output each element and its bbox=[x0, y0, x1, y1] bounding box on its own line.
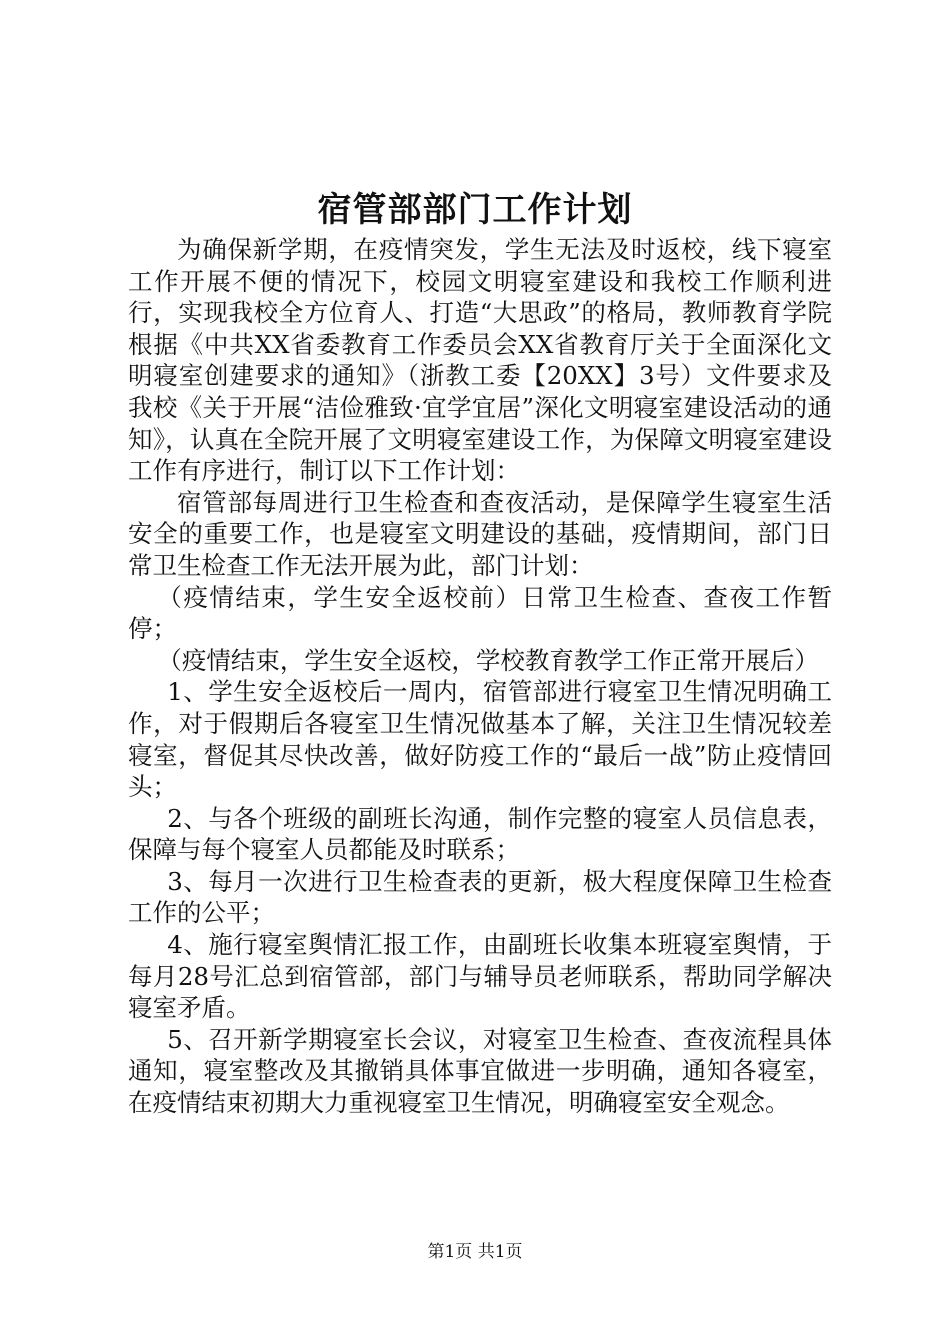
document-title: 宿管部部门工作计划 bbox=[317, 190, 633, 230]
paragraph-after-return: （疫情结束，学生安全返校，学校教育教学工作正常开展后） bbox=[157, 645, 819, 675]
page-footer: 第1页 共1页 bbox=[427, 1242, 523, 1262]
list-item-5: 5、召开新学期寝室长会议，对寝室卫生检查、查夜流程具体通知，寝室整改及其撤销具体事宜做进一步明确，通知各寝室，在疫情结束初期大力重视寝室卫生情况，明确寝室安全观念。 bbox=[128, 1024, 832, 1118]
list-item-2: 2、与各个班级的副班长沟通，制作完整的寝室人员信息表，保障与每个寝室人员都能及时联系； bbox=[128, 803, 832, 865]
document-body bbox=[128, 234, 832, 1119]
list-item-3: 3、每月一次进行卫生检查表的更新，极大程度保障卫生检查工作的公平； bbox=[128, 866, 832, 928]
list-item-4: 4、施行寝室舆情汇报工作，由副班长收集本班寝室舆情，于每月28号汇总到宿管部，部门与辅导员老师联系，帮助同学解决寝室矛盾。 bbox=[128, 930, 832, 1023]
paragraph-before-return: （疫情结束，学生安全返校前）日常卫生检查、查夜工作暂停； bbox=[128, 582, 832, 644]
paragraph-weekly-inspection: 宿管部每周进行卫生检查和查夜活动，是保障学生寝室生活安全的重要工作，也是寝室文明建设的基础，疫情期间，部门日常卫生检查工作无法开展为此，部门计划： bbox=[128, 487, 832, 580]
list-item-1: 1、学生安全返校后一周内，宿管部进行寝室卫生情况明确工作，对于假期后各寝室卫生情况做基本了解，关注卫生情况较差寝室，督促其尽快改善，做好防疫工作的“最后一战”防止疫情回头； bbox=[128, 677, 832, 802]
paragraph-intro: 为确保新学期，在疫情突发，学生无法及时返校，线下寝室工作开展不便的情况下，校园文明寝室建设和我校工作顺利进行，实现我校全方位育人、打造“大思政”的格局，教师教育学院根据《中共XX省委教育工作委员会XX省教育厅关于全面深化文明寝室创建要求的通知》（浙教工委【20XX】3号）文件要求及我校《关于开展“洁俭雅致·宜学宜居”深化文明寝室建设活动的通知》，认真在全院开展了文明寝室建设工作，为保障文明寝室建设工作有序进行，制订以下工作计划： bbox=[128, 235, 832, 486]
